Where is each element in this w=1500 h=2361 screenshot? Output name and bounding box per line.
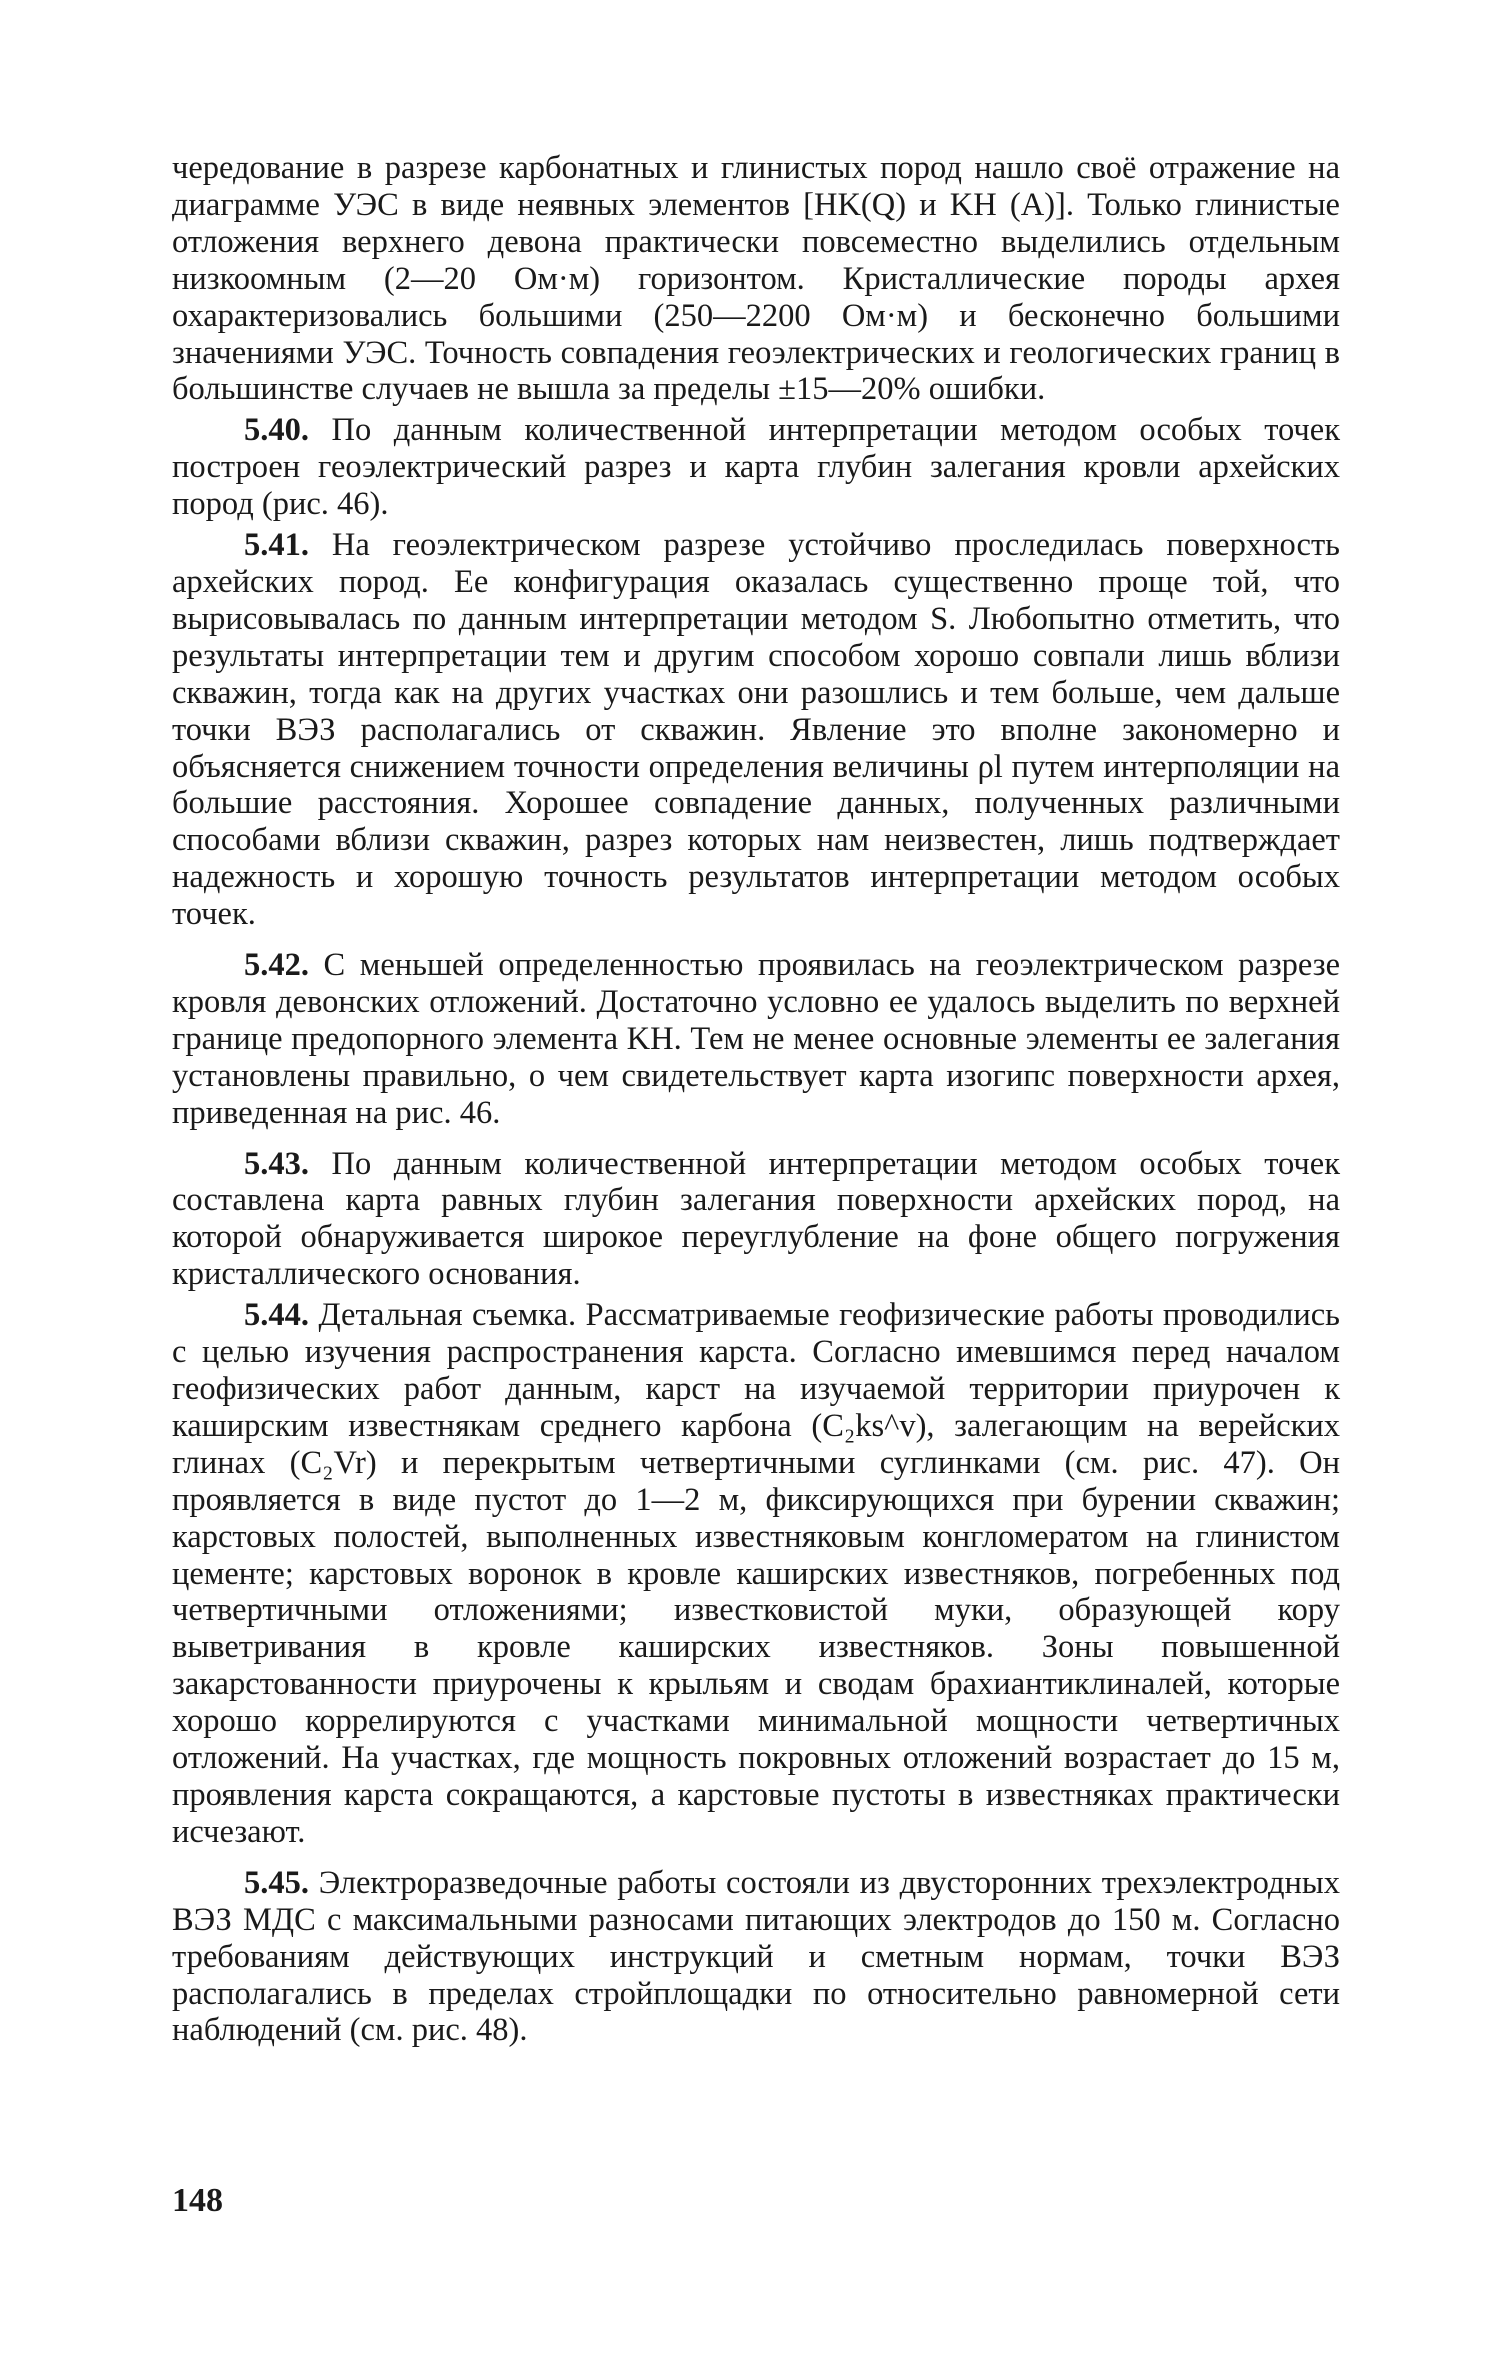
paragraph-text: Детальная съемка. Рассматриваемые геофизические работы проводились с целью изучения распространения карста. Согласно имевшимся перед началом геофизических работ данным, карст на изучаемой территории приурочен к каширским известнякам среднего карбона (C₂ks^v), залегающим на верейских глинах (C₂Vr) и перекрытым четвертичными суглинками (см. рис. 47). Он проявляется в виде пустот до 1—2 м, фиксирующихся при бурении скважин; карстовых полостей, выполненных известняковым конгломератом на глинистом цементе; карстовых воронок в кровле каширских известняков, погребенных под четвертичными отложениями; известковистой муки, образующей кору выветривания в кровле каширских известняков. Зоны повышенной закарстованности приурочены к крыльям и сводам брахиантиклиналей, которые хорошо коррелируются с участками минимальной мощности четвертичных отложений. На участках, где мощность покровных отложений возрастает до 15 м, проявления карста сокращаются, а карстовые пустоты в известняках практически исчезают. bbox=[172, 1297, 1341, 1850]
paragraph-5-42 bbox=[172, 947, 1340, 1132]
paragraph-5-43 bbox=[172, 1146, 1340, 1294]
paragraph-number: 5.40. bbox=[244, 412, 309, 449]
paragraph-number: 5.43. bbox=[244, 1145, 309, 1182]
paragraph-5-45 bbox=[172, 1865, 1340, 2050]
paragraph-text: Электроразведочные работы состояли из двусторонних трехэлектродных ВЭЗ МДС с максимальными разносами питающих электродов до 150 м. Согласно требованиям действующих инструкций и сметным нормам, точки ВЭЗ располагались в пределах стройплощадки по относительно равномерной сети наблюдений (см. рис. 48). bbox=[172, 1864, 1340, 2049]
paragraph-text: По данным количественной интерпретации методом особых точек составлена карта равных глубин залегания поверхности архейских пород, на которой обнаруживается широкое переуглубление на фоне общего погружения кристаллического основания. bbox=[172, 1145, 1340, 1293]
paragraph-text: На геоэлектрическом разрезе устойчиво проследилась поверхность архейских пород. Ее конфигурация оказалась существенно проще той, что вырисовывалась по данным интерпретации методом S. Любопытно отметить, что результаты интерпретации тем и другим способом хорошо совпали лишь вблизи скважин, тогда как на других участках они разошлись и тем больше, чем дальше точки ВЭЗ располагались от скважин. Явление это вполне закономерно и объясняется снижением точности определения величины ρl путем интерполяции на большие расстояния. Хорошее совпадение данных, полученных различными способами вблизи скважин, разрез которых нам неизвестен, лишь подтверждает надежность и хорошую точность результатов интерпретации методом особых точек. bbox=[172, 527, 1340, 933]
paragraph-text: С меньшей определенностью проявилась на геоэлектрическом разрезе кровля девонских отложений. Достаточно условно ее удалось выделить по верхней границе предопорного элемента KH. Тем не менее основные элементы ее залегания установлены правильно, о чем свидетельствует карта изогипс поверхности архея, приведенная на рис. 46. bbox=[172, 947, 1341, 1131]
paragraph-number: 5.45. bbox=[244, 1864, 309, 1901]
paragraph-text: По данным количественной интерпретации методом особых точек построен геоэлектрический разрез и карта глубин залегания кровли архейских пород (рис. 46). bbox=[172, 412, 1340, 523]
paragraph-5-44 bbox=[172, 1297, 1340, 1851]
paragraph-5-41 bbox=[172, 527, 1340, 933]
paragraph-text: чередование в разрезе карбонатных и глинистых пород нашло своё отражение на диаграмме УЭС в виде неявных элементов [HK(Q) и KH (A)]. Только глинистые отложения верхнего девона практически повсеместно выделились отдельным низкоомным (2—20 Ом·м) горизонтом. Кристаллические породы архея охарактеризовались большими (250—2200 Ом·м) и бесконечно большими значениями УЭС. Точность совпадения геоэлектрических и геологических границ в большинстве случаев не вышла за пределы ±15—20% ошибки. bbox=[172, 150, 1340, 408]
paragraph-continuation bbox=[172, 150, 1340, 408]
paragraph-number: 5.41. bbox=[244, 527, 309, 564]
paragraph-number: 5.42. bbox=[244, 947, 309, 984]
page-number: 148 bbox=[172, 2182, 223, 2219]
paragraph-number: 5.44. bbox=[244, 1297, 309, 1334]
paragraph-5-40 bbox=[172, 412, 1340, 523]
page-body bbox=[172, 150, 1340, 2049]
